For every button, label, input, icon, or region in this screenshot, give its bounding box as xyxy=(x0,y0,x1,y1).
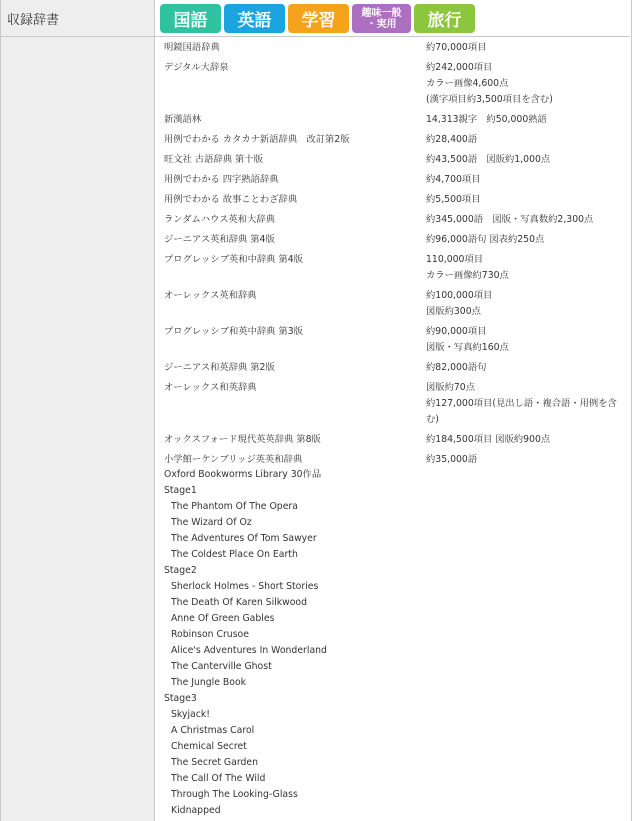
stage-label: Stage3 xyxy=(164,693,197,704)
stage-label: Stage1 xyxy=(164,485,197,496)
book-title: Kidnapped xyxy=(171,805,221,816)
tag-ryoko[interactable]: 旅行 xyxy=(414,4,475,33)
dictionary-row: ランダムハウス英和大辞典 約345,000語 図版・写真数約2,300点 xyxy=(164,214,594,225)
tag-shumi[interactable]: 趣味一般 ・実用 xyxy=(352,4,411,33)
dictionary-row: 用例でわかる 故事ことわざ辞典 約5,500項目 xyxy=(164,194,481,205)
tag-eigo[interactable]: 英語 xyxy=(224,4,285,33)
dictionary-row: 小学館ーケンブリッジ英英和辞典 約35,000語 xyxy=(164,454,478,465)
bookworms-list xyxy=(164,467,327,819)
label-column xyxy=(1,37,154,821)
tag-kokugo[interactable]: 国語 xyxy=(160,4,221,33)
book-title: Skyjack! xyxy=(171,709,210,720)
dictionary-row: 新漢語林 14,313親字 約50,000熟語 xyxy=(164,114,547,125)
dictionary-row: オックスフォード現代英英辞典 第8版 約184,500項目 図版約900点 xyxy=(164,434,551,445)
stage-label: Stage2 xyxy=(164,565,197,576)
book-title: The Coldest Place On Earth xyxy=(171,549,298,560)
dictionary-row: ジーニアス英和辞典 第4版 約96,000語句 図表約250点 xyxy=(164,234,545,245)
book-title: The Phantom Of The Opera xyxy=(171,501,298,512)
dictionary-row: プログレッシブ和英中辞典 第3版 約90,000項目 図版・写真約160点 xyxy=(164,326,509,353)
column-divider xyxy=(154,0,155,821)
dictionary-row: オーレックス和英辞典 図版約70点 約127,000項目(見出し語・複合語・用例を含む) xyxy=(164,382,617,425)
book-title: The Secret Garden xyxy=(171,757,258,768)
book-title: The Jungle Book xyxy=(171,677,247,688)
dictionary-list xyxy=(164,40,624,468)
bookworms-title: Oxford Bookworms Library 30作品 xyxy=(164,469,322,480)
dictionary-row: 用例でわかる カタカナ新語辞典 改訂第2版 約28,400語 xyxy=(164,134,478,145)
dictionary-row: プログレッシブ英和中辞典 第4版 110,000項目 カラー画像約730点 xyxy=(164,254,509,281)
dictionary-row: ジーニアス和英辞典 第2版 約82,000語句 xyxy=(164,362,487,373)
dictionary-row: 旺文社 古語辞典 第十版 約43,500語 図版約1,000点 xyxy=(164,154,551,165)
dictionary-row: デジタル大辞泉 約242,000項目 カラー画像4,600点 (漢字項目約3,500項目を含む) xyxy=(164,62,553,105)
dictionary-row: 用例でわかる 四字熟語辞典 約4,700項目 xyxy=(164,174,481,185)
book-title: Sherlock Holmes - Short Stories xyxy=(171,581,319,592)
book-title: The Adventures Of Tom Sawyer xyxy=(171,533,317,544)
book-title: Robinson Crusoe xyxy=(171,629,249,640)
book-title: The Call Of The Wild xyxy=(171,773,266,784)
book-title: The Death Of Karen Silkwood xyxy=(171,597,308,608)
book-title: Anne Of Green Gables xyxy=(171,613,275,624)
tag-gakushu[interactable]: 学習 xyxy=(288,4,349,33)
book-title: A Christmas Carol xyxy=(171,725,255,736)
category-tags xyxy=(160,4,475,33)
book-title: The Wizard Of Oz xyxy=(171,517,252,528)
category-header xyxy=(155,0,630,37)
dictionary-row: 明鏡国語辞典 約70,000項目 xyxy=(164,42,487,53)
book-title: The Canterville Ghost xyxy=(171,661,272,672)
table-header-cell xyxy=(1,0,154,37)
book-title: Through The Looking-Glass xyxy=(171,789,298,800)
dictionary-row: オーレックス英和辞典 約100,000項目 図版約300点 xyxy=(164,290,493,317)
section-label: 収録辞書 xyxy=(7,13,60,28)
book-title: Alice's Adventures In Wonderland xyxy=(171,645,327,656)
book-title: Chemical Secret xyxy=(171,741,247,752)
